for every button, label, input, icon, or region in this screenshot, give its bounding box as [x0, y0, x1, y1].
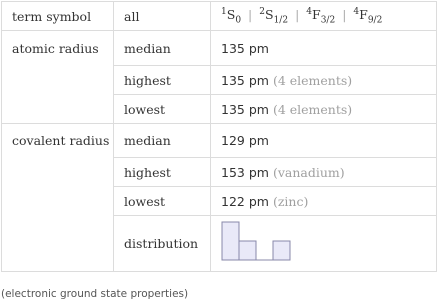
- distribution-histogram: [221, 220, 301, 264]
- term-1-sup: 1: [221, 6, 227, 17]
- value-note: (4 elements): [272, 72, 353, 88]
- term-4-sub: 9/2: [367, 15, 383, 26]
- covalent-row-median: [2, 124, 437, 158]
- stat-label: highest: [114, 66, 211, 95]
- covalent-radius-label: covalent radius: [2, 124, 114, 272]
- stat-value: [211, 158, 437, 187]
- value-note: (vanadium): [272, 164, 345, 180]
- header-row: [2, 2, 437, 31]
- stat-label: lowest: [114, 95, 211, 124]
- distribution-label: distribution: [114, 216, 211, 272]
- value-text: 135 pm: [221, 101, 269, 117]
- stat-label: median: [114, 124, 211, 158]
- separator: |: [248, 6, 253, 22]
- atomic-radius-label: atomic radius: [2, 31, 114, 124]
- stat-value: [211, 187, 437, 216]
- term-2-sub: 1/2: [273, 15, 289, 26]
- separator: |: [342, 6, 347, 22]
- value-note: (zinc): [272, 193, 309, 209]
- term-2-base: S: [265, 6, 274, 22]
- stat-value: [211, 66, 437, 95]
- histogram-bar: [239, 241, 256, 260]
- properties-table: [1, 1, 437, 272]
- stat-label: median: [114, 31, 211, 66]
- separator: |: [295, 6, 300, 22]
- stat-value: [211, 95, 437, 124]
- distribution-cell: [211, 216, 437, 272]
- atomic-row-median: [2, 31, 437, 66]
- all-label: all: [114, 2, 211, 31]
- stat-value: [211, 124, 437, 158]
- term-3-sup: 4: [306, 6, 313, 17]
- footer-note: (electronic ground state properties): [1, 288, 189, 300]
- term-4-base: F: [359, 6, 368, 22]
- value-text: 122 pm: [221, 193, 269, 209]
- term-symbols: [211, 2, 437, 31]
- term-1-base: S: [226, 6, 236, 22]
- value-text: 135 pm: [221, 40, 269, 56]
- value-text: 135 pm: [221, 72, 269, 88]
- stat-label: lowest: [114, 187, 211, 216]
- value-text: 129 pm: [221, 133, 269, 148]
- value-note: (4 elements): [272, 101, 353, 117]
- term-1-sub: 0: [235, 15, 242, 26]
- stat-label: highest: [114, 158, 211, 187]
- term-3-sub: 3/2: [320, 15, 336, 26]
- term-4-sup: 4: [353, 6, 360, 17]
- stat-value: [211, 31, 437, 66]
- term-2-sup: 2: [259, 6, 265, 17]
- term-3-base: F: [312, 6, 321, 22]
- histogram-bar: [222, 222, 239, 260]
- histogram-bar: [273, 241, 290, 260]
- value-text: 153 pm: [221, 164, 269, 180]
- term-symbol-label: term symbol: [2, 2, 114, 31]
